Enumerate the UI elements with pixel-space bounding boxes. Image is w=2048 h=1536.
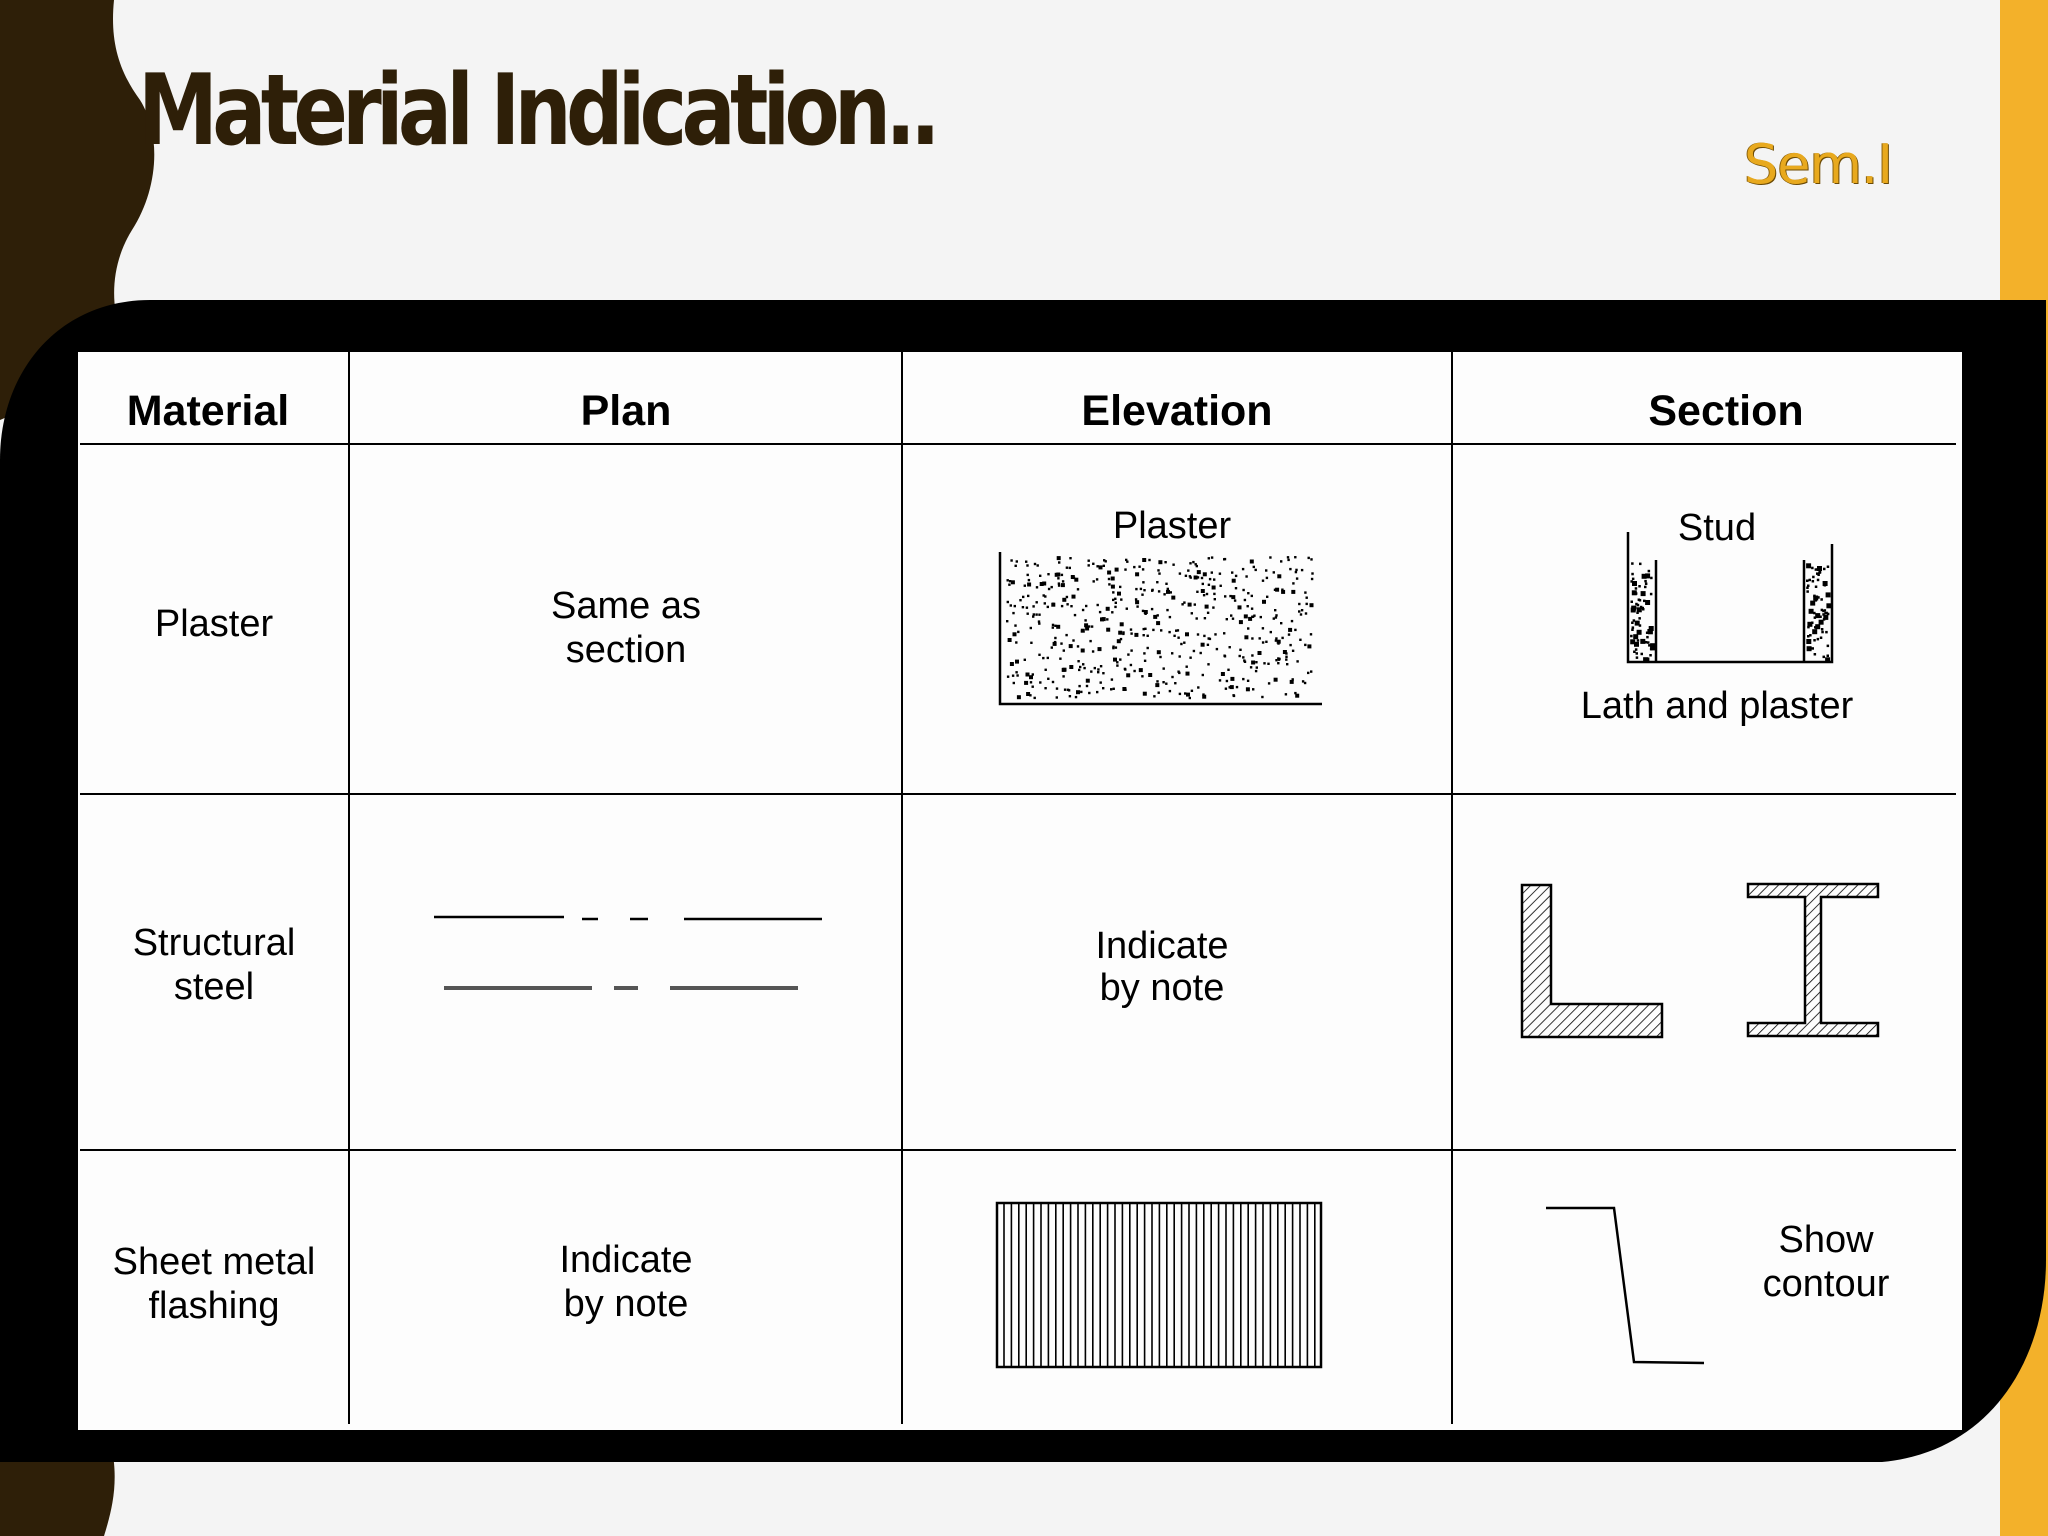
steel-section-symbols: [1522, 884, 1878, 1037]
row3-plan-line2: by note: [563, 1283, 689, 1325]
row1-section-label-top: Stud: [1677, 507, 1757, 549]
row2-elevation-line2: by note: [1099, 967, 1225, 1009]
flashing-contour-symbol: [1546, 1208, 1704, 1363]
row1-elevation-label: Plaster: [1112, 505, 1232, 547]
header-elevation: Elevation: [1081, 387, 1273, 435]
lath-plaster-section-symbol: [1628, 532, 1832, 663]
row1-plan-line1: Same as: [551, 585, 701, 627]
row1-plan-line2: section: [565, 629, 687, 671]
slide-subtitle: Sem.I: [1744, 133, 1893, 196]
row3-material-line1: Sheet metal: [112, 1241, 316, 1283]
header-material: Material: [126, 387, 290, 435]
sheet-metal-elevation-symbol: [997, 1203, 1321, 1367]
row2-material-line1: Structural: [132, 922, 296, 964]
row2-material-line2: steel: [173, 966, 255, 1008]
plaster-elevation-symbol: [1000, 552, 1322, 704]
row3-material-line2: flashing: [148, 1285, 280, 1327]
i-beam-section: [1748, 884, 1878, 1036]
header-section: Section: [1648, 387, 1804, 435]
row3-section-label-line2: contour: [1762, 1263, 1890, 1305]
row1-section-label-bottom: Lath and plaster: [1580, 685, 1854, 727]
row2-elevation-line1: Indicate: [1095, 925, 1229, 967]
steel-plan-symbol: [434, 917, 822, 988]
angle-section: [1522, 885, 1662, 1037]
row1-material: Plaster: [154, 603, 274, 645]
slide-title: Material Indication..: [138, 54, 935, 168]
header-plan: Plan: [580, 387, 672, 435]
row3-section-label-line1: Show: [1778, 1219, 1874, 1261]
row3-plan-line1: Indicate: [559, 1239, 693, 1281]
